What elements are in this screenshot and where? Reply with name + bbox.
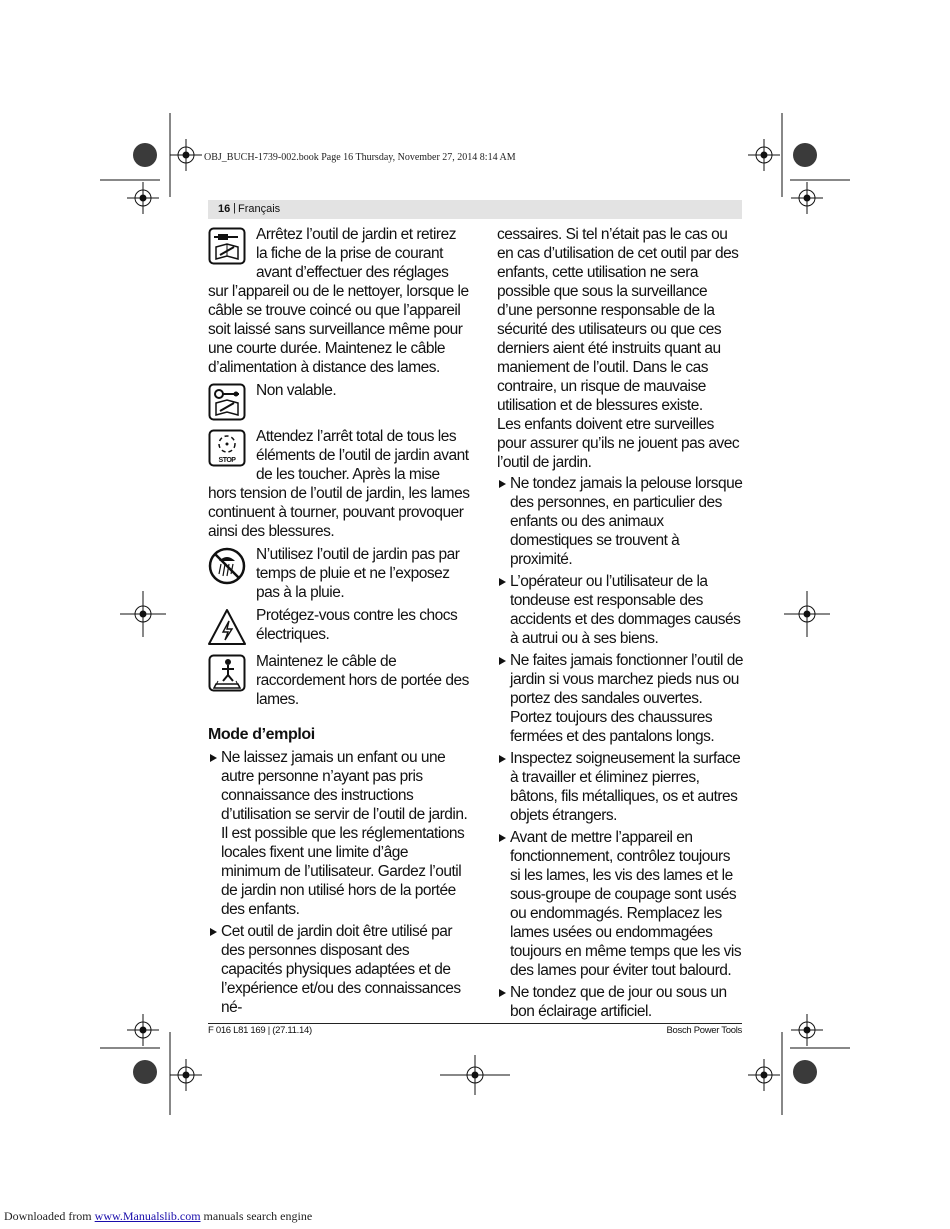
bullet-arrow-icon: [499, 657, 506, 665]
page-number: 16: [218, 203, 231, 215]
left-column: [208, 225, 470, 1020]
bullet-item: Ne tondez jamais la pelouse lorsque des personnes, en particulier des enfants ou des animaux domestiques se trouvent à proximité.: [497, 474, 743, 569]
bullet-arrow-icon: [210, 928, 217, 936]
bullet-arrow-icon: [210, 754, 217, 762]
bullet-item: Ne laissez jamais un enfant ou une autre personne n’ayant pas pris connaissance des instructions d’utilisation se servir de l’outil de jardin. Il est possible que les réglementations locales fixent une limite d’âge minimum de l’utilisateur. Gardez l’outil de jardin non utilisé hors de la portée des enfants.: [208, 748, 470, 919]
bullet-item: Avant de mettre l’appareil en fonctionnement, contrôlez toujours si les lames, les vis des lames et le sous-groupe de coupage sont usés ou endommagés. Remplacez les lames usées ou endommagées toujours en même temps que les vis des lames pour éviter tout balourd.: [497, 828, 743, 980]
icon-instruction-stop: [208, 427, 470, 541]
instruction-text: Non valable.: [256, 382, 337, 399]
footer-rule: [208, 1023, 742, 1024]
instruction-text: Arrêtez l’outil de jardin et retirez la fiche de la prise de courant avant d’effectuer des réglages sur l’appareil ou de le nettoyer, lorsque le câble se trouve coincé ou que l’appareil soit laissé sans surveillance même pour une courte durée. Maintenez le câble d’alimentation à distance des lames.: [208, 226, 469, 376]
bullet-item: Cet outil de jardin doit être utilisé par des personnes disposant des capacités physiques adaptées et de l’expérience et/ou des connaissances né-: [208, 922, 470, 1017]
bullet-item: Ne faites jamais fonctionner l’outil de jardin si vous marchez pieds nus ou portez des sandales ouvertes. Portez toujours des chaussures fermées et des pantalons longs.: [497, 651, 743, 746]
bullet-item: L’opérateur ou l’utilisateur de la tondeuse est responsable des accidents et des dommages causés à autrui ou à ses biens.: [497, 572, 743, 648]
section-title: Mode d’emploi: [208, 726, 315, 743]
footer-brand: Bosch Power Tools: [666, 1025, 742, 1036]
icon-instruction-cable: [208, 652, 470, 709]
icon-instruction-shock: [208, 606, 470, 648]
svg-text:STOP: STOP: [218, 457, 236, 464]
no-rain-icon: [208, 547, 246, 585]
unplug-manual-icon: [208, 227, 246, 265]
footer-document-number: F 016 L81 169 | (27.11.14): [208, 1025, 312, 1036]
electric-shock-warning-icon: [208, 608, 246, 646]
instruction-text: N’utilisez l’outil de jardin pas par temps de pluie et ne l’exposez pas à la pluie.: [256, 546, 460, 601]
icon-instruction-rain: [208, 545, 470, 602]
bullet-arrow-icon: [499, 578, 506, 586]
bullet-arrow-icon: [499, 989, 506, 997]
header-separator: |: [233, 202, 236, 214]
page-header: [208, 200, 742, 219]
bullet-item: Inspectez soigneusement la surface à travailler et éliminez pierres, bâtons, fils métalliques, os et autres objets étrangers.: [497, 749, 743, 825]
instruction-text: Attendez l’arrêt total de tous les éléments de l’outil de jardin avant de les toucher. Après la mise hors tension de l’outil de jardin, les lames continuent à tourner, pouvant provoquer ainsi des blessures.: [208, 428, 470, 540]
instruction-text: Maintenez le câble de raccordement hors de portée des lames.: [256, 653, 469, 708]
icon-instruction-key: [208, 381, 470, 423]
download-note: Downloaded from www.Manualslib.com manuals search engine: [4, 1209, 313, 1223]
right-column: [497, 225, 743, 1024]
instruction-text: Protégez-vous contre les chocs électriques.: [256, 607, 458, 643]
cable-blade-icon: [208, 654, 246, 692]
continuation-text: cessaires. Si tel n’était pas le cas ou en cas d’utilisation de cet outil par des enfants, cette utilisation ne sera possible que sous la surveillance d’une personne responsable de la sécurité des utilisateurs ou que ces derniers aient été instruits quant au maniement de l’outil. Dans le cas contraire, un risque de mauvaise utilisation et de blessures existe.: [497, 226, 739, 414]
print-info-line: OBJ_BUCH-1739-002.book Page 16 Thursday, November 27, 2014 8:14 AM: [204, 152, 516, 163]
bullet-arrow-icon: [499, 755, 506, 763]
bullet-item: Ne tondez que de jour ou sous un bon éclairage artificiel.: [497, 983, 743, 1021]
header-language: Français: [238, 203, 281, 215]
icon-instruction-unplug: [208, 225, 470, 377]
continuation-text-2: Les enfants doivent etre surveilles pour assurer qu’ils ne jouent pas avec l’outil de jardin.: [497, 416, 740, 471]
manualslib-link[interactable]: www.Manualslib.com: [94, 1209, 201, 1223]
stop-rotation-icon: [208, 429, 246, 467]
key-manual-icon: [208, 383, 246, 421]
bullet-arrow-icon: [499, 834, 506, 842]
bullet-arrow-icon: [499, 480, 506, 488]
